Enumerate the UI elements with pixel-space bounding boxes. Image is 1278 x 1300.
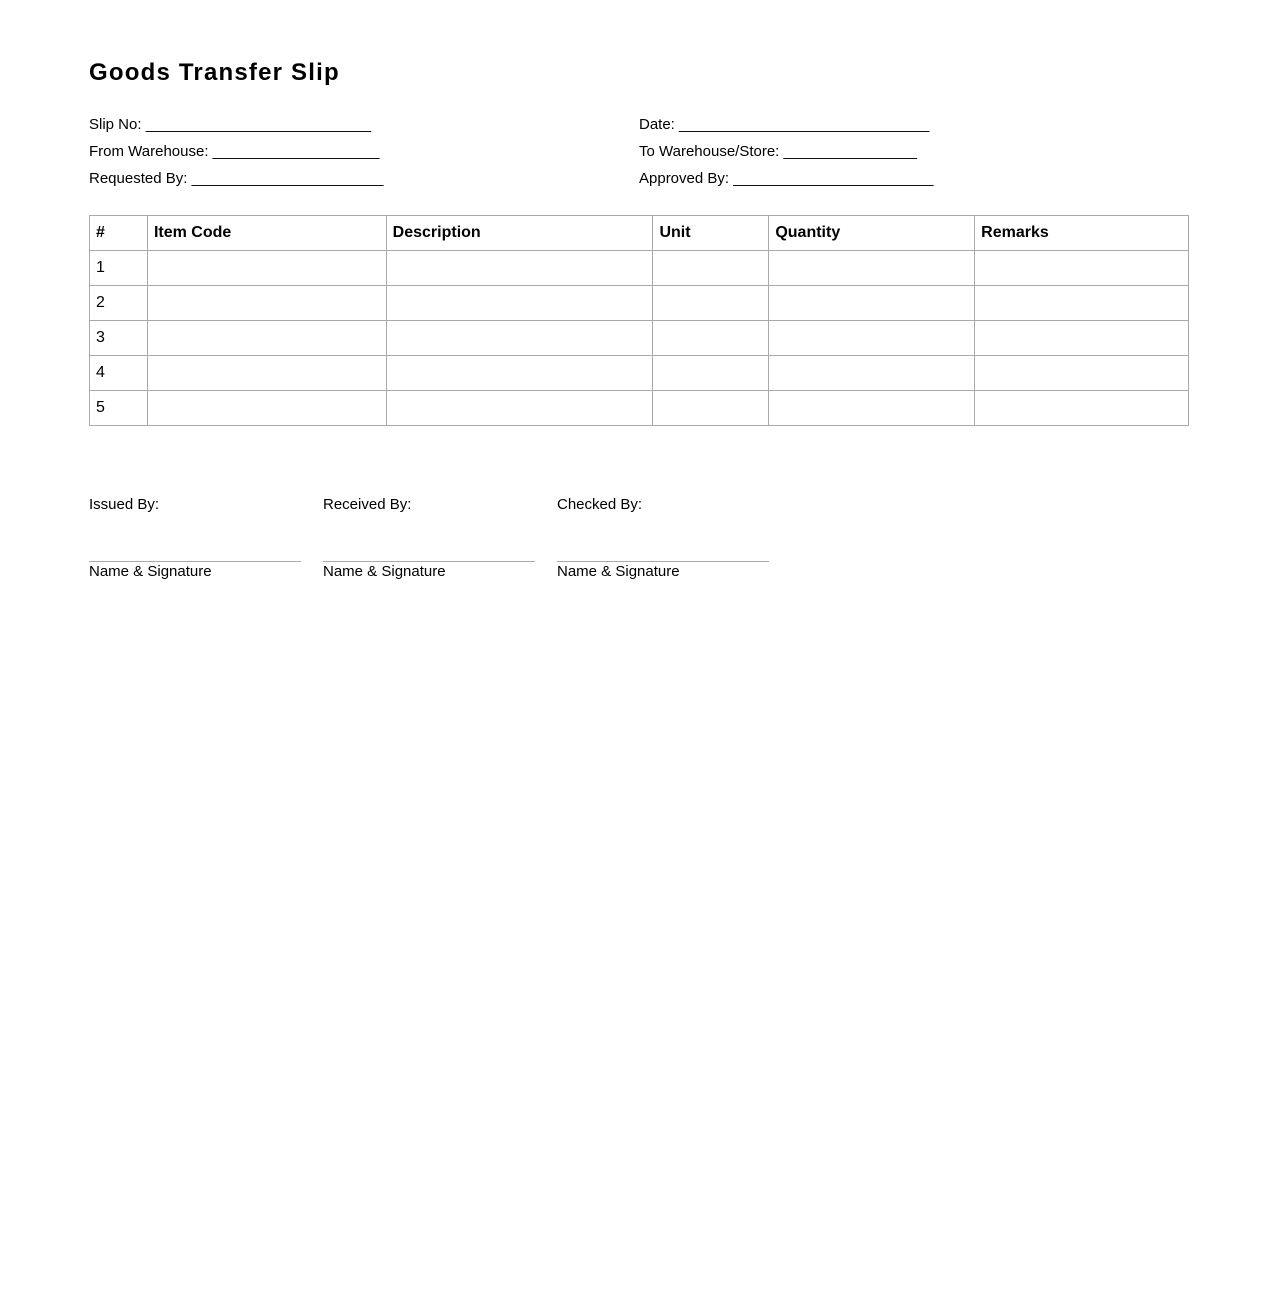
requested-by-label: Requested By: — [89, 170, 188, 187]
col-header-remarks: Remarks — [975, 216, 1189, 251]
table-row — [90, 286, 1189, 321]
description-cell[interactable] — [386, 356, 653, 391]
requested-by-blank[interactable]: _______________________ — [191, 170, 384, 187]
remarks-cell[interactable] — [975, 356, 1189, 391]
meta-right — [639, 115, 933, 196]
item-code-cell[interactable] — [147, 356, 386, 391]
signature-label: Checked By: — [557, 496, 643, 513]
col-header-quantity: Quantity — [769, 216, 975, 251]
date-label: Date: — [639, 116, 675, 133]
from-warehouse-label: From Warehouse: — [89, 143, 209, 160]
item-code-cell[interactable] — [147, 391, 386, 426]
col-header-unit: Unit — [653, 216, 769, 251]
to-warehouse-label: To Warehouse/Store: — [639, 143, 780, 160]
requested-by-field[interactable] — [89, 169, 383, 196]
signature-line[interactable] — [89, 561, 301, 562]
signature-caption: Name & Signature — [89, 563, 212, 580]
table-row — [90, 356, 1189, 391]
item-code-cell[interactable] — [147, 321, 386, 356]
unit-cell[interactable] — [653, 356, 769, 391]
table-row — [90, 321, 1189, 356]
from-warehouse-blank[interactable]: ____________________ — [212, 143, 380, 160]
date-blank[interactable]: ______________________________ — [679, 116, 930, 133]
quantity-cell[interactable] — [769, 251, 975, 286]
item-code-cell[interactable] — [147, 251, 386, 286]
quantity-cell[interactable] — [769, 356, 975, 391]
row-number: 5 — [90, 391, 148, 426]
approved-by-blank[interactable]: ________________________ — [733, 170, 934, 187]
signature-checked-by — [557, 496, 769, 581]
to-warehouse-blank[interactable]: ________________ — [783, 143, 918, 160]
item-code-cell[interactable] — [147, 286, 386, 321]
unit-cell[interactable] — [653, 321, 769, 356]
signature-caption: Name & Signature — [557, 563, 680, 580]
approved-by-field[interactable] — [639, 169, 933, 196]
remarks-cell[interactable] — [975, 321, 1189, 356]
unit-cell[interactable] — [653, 286, 769, 321]
signature-caption: Name & Signature — [323, 563, 446, 580]
quantity-cell[interactable] — [769, 391, 975, 426]
description-cell[interactable] — [386, 321, 653, 356]
remarks-cell[interactable] — [975, 286, 1189, 321]
slip-no-blank[interactable]: ___________________________ — [145, 116, 371, 133]
to-warehouse-field[interactable] — [639, 142, 933, 169]
slip-no-field[interactable] — [89, 115, 383, 142]
approved-by-label: Approved By: — [639, 170, 730, 187]
row-number: 1 — [90, 251, 148, 286]
quantity-cell[interactable] — [769, 286, 975, 321]
remarks-cell[interactable] — [975, 391, 1189, 426]
unit-cell[interactable] — [653, 251, 769, 286]
col-header-number: # — [90, 216, 148, 251]
col-header-item-code: Item Code — [147, 216, 386, 251]
date-field[interactable] — [639, 115, 933, 142]
description-cell[interactable] — [386, 391, 653, 426]
row-number: 4 — [90, 356, 148, 391]
table-row — [90, 391, 1189, 426]
signature-label: Received By: — [323, 496, 412, 513]
signature-label: Issued By: — [89, 496, 160, 513]
table-row — [90, 251, 1189, 286]
signature-line[interactable] — [557, 561, 769, 562]
description-cell[interactable] — [386, 286, 653, 321]
slip-no-label: Slip No: — [89, 116, 142, 133]
quantity-cell[interactable] — [769, 321, 975, 356]
signature-received-by — [323, 496, 535, 581]
items-table — [89, 215, 1189, 426]
signature-issued-by — [89, 496, 301, 581]
meta-left — [89, 115, 383, 196]
description-cell[interactable] — [386, 251, 653, 286]
col-header-description: Description — [386, 216, 653, 251]
page-title: Goods Transfer Slip — [89, 59, 340, 86]
row-number: 3 — [90, 321, 148, 356]
signature-section — [89, 496, 791, 581]
table-header-row — [90, 216, 1189, 251]
row-number: 2 — [90, 286, 148, 321]
unit-cell[interactable] — [653, 391, 769, 426]
remarks-cell[interactable] — [975, 251, 1189, 286]
signature-line[interactable] — [323, 561, 535, 562]
from-warehouse-field[interactable] — [89, 142, 383, 169]
